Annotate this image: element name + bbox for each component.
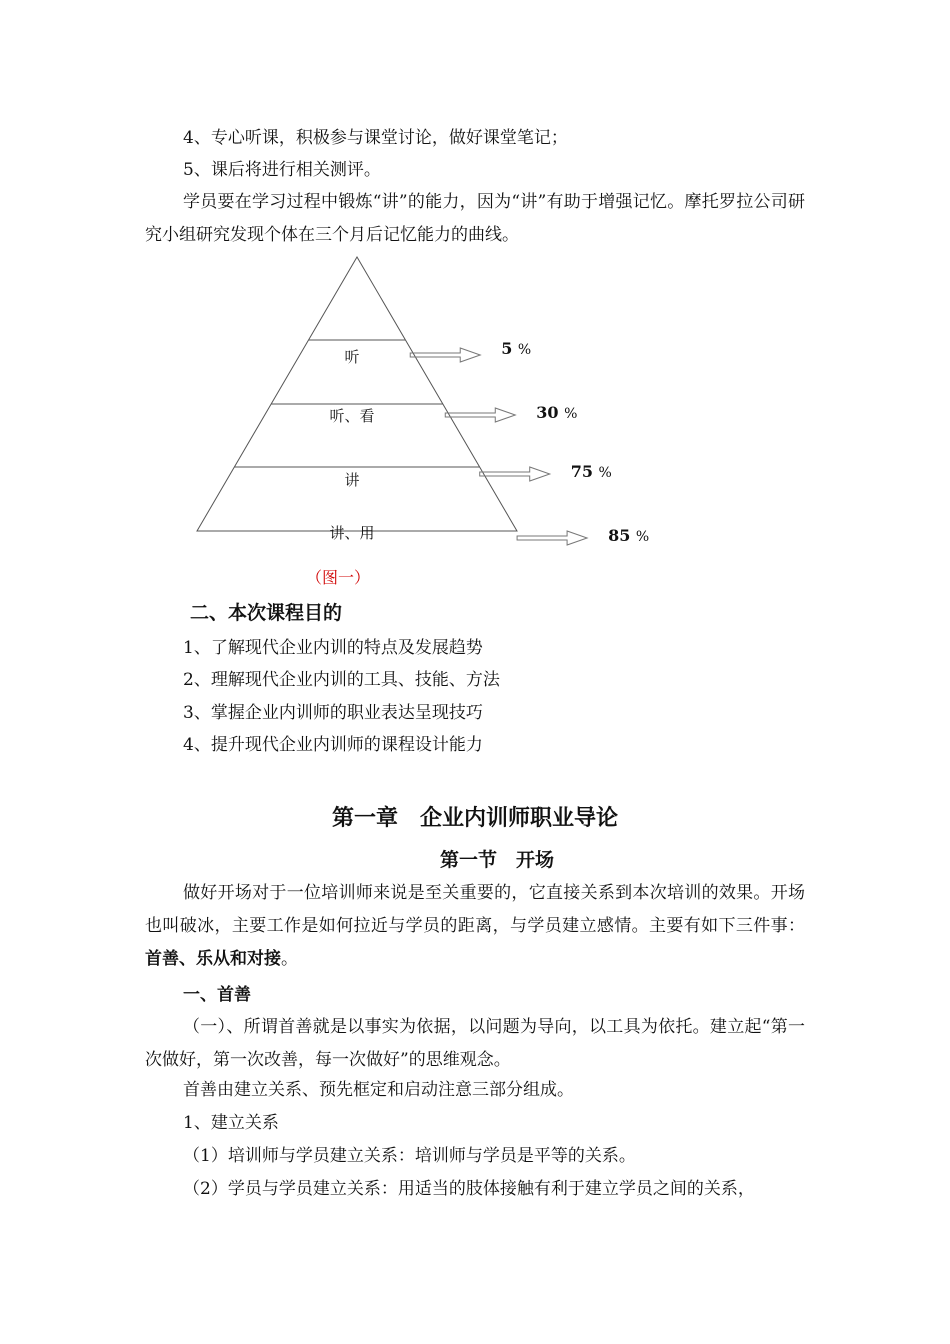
- pyramid-layer-label: 听: [344, 348, 360, 366]
- pyramid-layer-label: 讲、用: [329, 524, 375, 542]
- memory-paragraph: 学员要在学习过程中锻炼“讲”的能力，因为“讲”有助于增强记忆。摩托罗拉公司研究小组研究发现个体在三个月后记忆能力的曲线。: [145, 192, 805, 245]
- sub-item: （1）培训师与学员建立关系：培训师与学员是平等的关系。: [183, 1146, 636, 1166]
- sub-heading: 一、首善: [183, 985, 251, 1005]
- pyramid-value-label: 5 %: [501, 339, 532, 358]
- sub-item: （2）学员与学员建立关系：用适当的肢体接触有利于建立学员之间的关系，: [183, 1179, 755, 1199]
- objective-item: 1、了解现代企业内训的特点及发展趋势: [183, 638, 483, 658]
- pyramid-arrow: [445, 408, 515, 422]
- definition-paragraph: （一）、所谓首善就是以事实为依据，以问题为导向，以工具为依托。建立起“第一次做好，第一次改善，每一次做好”的思维观念。: [145, 1017, 805, 1070]
- opening-text: 做好开场对于一位培训师来说是至关重要的，它直接关系到本次培训的效果。开场也叫破冰，主要工作是如何拉近与学员的距离，与学员建立感情。主要有如下三件事：: [145, 883, 805, 936]
- pyramid-value-label: 30 %: [536, 403, 578, 422]
- pyramid-arrow: [480, 467, 550, 481]
- pyramid-arrow: [517, 531, 587, 545]
- intro-item: 4、专心听课，积极参与课堂讨论，做好课堂笔记；: [183, 128, 568, 148]
- pyramid-layer-label: 听、看: [329, 407, 375, 425]
- figure-caption: （图一）: [306, 568, 371, 587]
- item-title: 1、建立关系: [183, 1113, 279, 1133]
- objective-item: 4、提升现代企业内训师的课程设计能力: [183, 735, 483, 755]
- pyramid-arrow: [410, 348, 480, 362]
- pyramid-layer-label: 讲: [344, 471, 360, 489]
- pyramid-value-label: 85 %: [608, 526, 650, 545]
- opening-end: 。: [281, 949, 298, 969]
- opening-paragraph: [145, 877, 805, 976]
- objective-item: 3、掌握企业内训师的职业表达呈现技巧: [183, 703, 483, 723]
- section-title: 第一节 开场: [439, 849, 554, 871]
- pyramid-outline: [197, 257, 517, 531]
- opening-bold-text: 首善、乐从和对接: [145, 949, 281, 969]
- objective-item: 2、理解现代企业内训的工具、技能、方法: [183, 670, 500, 690]
- intro-item: 5、课后将进行相关测评。: [183, 160, 381, 180]
- composition-text: 首善由建立关系、预先框定和启动注意三部分组成。: [183, 1080, 574, 1100]
- memory-pyramid-chart: [0, 0, 950, 600]
- objectives-heading: 二、本次课程目的: [190, 602, 343, 624]
- chapter-title: 第一章 企业内训师职业导论: [331, 806, 618, 831]
- pyramid-value-label: 75 %: [570, 462, 612, 481]
